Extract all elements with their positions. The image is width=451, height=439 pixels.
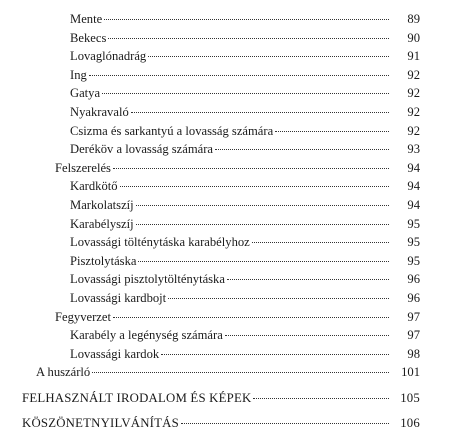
toc-entry-mente [0, 10, 451, 29]
toc-entry-label: Bekecs [70, 30, 107, 45]
toc-page-number: 89 [407, 12, 420, 26]
toc-entry-label: Nyakravaló [70, 104, 129, 119]
dot-leader [104, 19, 389, 20]
toc-entry-label: Kardkötő [70, 179, 118, 194]
toc-page-number: 106 [400, 415, 420, 430]
toc-page-number: 94 [407, 179, 420, 194]
toc-entry-felszereles [0, 159, 451, 178]
toc-entry-label: Lovassági tölténytáska karabélyhoz [70, 235, 250, 250]
toc-page-number: 92 [407, 86, 420, 101]
toc-page-number: 96 [407, 290, 420, 305]
toc-entry-kardbojt [0, 289, 451, 308]
toc-page-number: 97 [407, 309, 420, 324]
toc-page-number: 98 [407, 346, 420, 361]
toc-entry-nyakravalo [0, 103, 451, 122]
toc-entry-label: Gatya [70, 86, 101, 101]
dot-leader [113, 317, 389, 318]
dot-leader [225, 335, 389, 336]
dot-leader [168, 298, 389, 299]
toc-page-number: 105 [400, 390, 420, 405]
toc-page-number: 95 [407, 216, 420, 231]
dot-leader [161, 354, 389, 355]
toc-entry-label: Markolatszíj [70, 197, 134, 212]
dot-leader [148, 56, 389, 57]
toc-page-number: 91 [407, 49, 420, 64]
toc-entry-label: FELHASZNÁLT IRODALOM ÉS KÉPEK [22, 390, 252, 405]
toc-page-number: 94 [407, 197, 420, 212]
toc-entry-csizma [0, 122, 451, 141]
dot-leader [138, 261, 389, 262]
toc-entry-toltenytaska [0, 233, 451, 252]
dot-leader [102, 93, 389, 94]
toc-entry-label: Lovaglónadrág [70, 49, 147, 64]
dot-leader [253, 398, 389, 399]
dot-leader [215, 149, 389, 150]
toc-entry-kardkoto [0, 177, 451, 196]
toc-entry-label: Felszerelés [55, 160, 111, 175]
toc-entry-label: Lovassági pisztolytölténytáska [70, 272, 225, 287]
toc-page-number: 97 [407, 328, 420, 343]
toc-entry-kardok [0, 345, 451, 364]
dot-leader [120, 186, 389, 187]
dot-leader [252, 242, 389, 243]
toc-entry-label: Karabély a legénység számára [70, 328, 223, 343]
toc-entry-label: KÖSZÖNETNYILVÁNÍTÁS [22, 415, 179, 430]
dot-leader [131, 112, 389, 113]
toc-page-number: 94 [407, 160, 420, 175]
toc-entry-label: Pisztolytáska [70, 253, 137, 268]
toc-entry-label: Fegyverzet [55, 309, 111, 324]
toc-entry-label: Ing [70, 67, 87, 82]
toc-page-number: 101 [401, 365, 420, 380]
dot-leader [89, 75, 389, 76]
toc-page-number: 95 [407, 235, 420, 250]
toc-entry-label: Csizma és sarkantyú a lovasság számára [70, 123, 274, 138]
toc-entry-derekov [0, 140, 451, 159]
toc-page-number: 92 [407, 123, 420, 138]
toc-page-number: 90 [407, 30, 420, 45]
toc-entry-ing [0, 66, 451, 85]
toc-page-number: 92 [407, 67, 420, 82]
toc-entry-markolatszij [0, 196, 451, 215]
dot-leader [92, 372, 389, 373]
toc-entry-label: Mente [70, 12, 103, 26]
dot-leader [136, 205, 389, 206]
toc-page-number: 96 [407, 272, 420, 287]
toc-entry-koszonetnyilvanitas [0, 411, 451, 436]
toc-page-number: 93 [407, 142, 420, 157]
toc-entry-huszarlo [0, 363, 451, 382]
toc-entry-label: A huszárló [36, 365, 91, 380]
dot-leader [227, 279, 389, 280]
toc-entry-pisztolytaska [0, 252, 451, 271]
dot-leader [136, 224, 389, 225]
toc-page-number: 95 [407, 253, 420, 268]
toc-entry-label: Lovassági kardok [70, 346, 160, 361]
toc-entry-label: Lovassági kardbojt [70, 290, 167, 305]
toc-entry-gatya [0, 84, 451, 103]
table-of-contents [0, 10, 451, 436]
toc-entry-bekecs [0, 29, 451, 48]
toc-entry-karabelyszij [0, 215, 451, 234]
dot-leader [181, 423, 389, 424]
toc-page-number: 92 [407, 104, 420, 119]
toc-entry-lovaglonadrag [0, 47, 451, 66]
dot-leader [108, 38, 389, 39]
toc-entry-fegyverzet [0, 308, 451, 327]
toc-entry-irodalom [0, 386, 451, 411]
dot-leader [275, 131, 389, 132]
toc-entry-karabely [0, 326, 451, 345]
toc-entry-pisztolytoltenytaska [0, 270, 451, 289]
toc-entry-label: Karabélyszíj [70, 216, 134, 231]
dot-leader [113, 168, 389, 169]
toc-entry-label: Deréköv a lovasság számára [70, 142, 214, 157]
